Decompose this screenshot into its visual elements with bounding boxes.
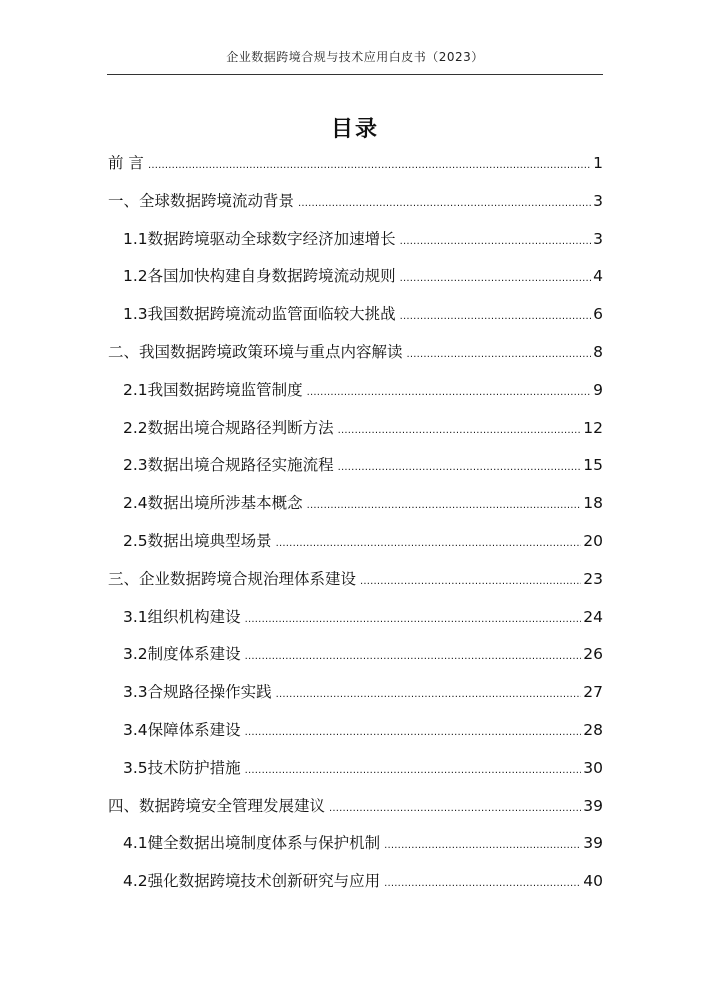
toc-entry-label: 一、全球数据跨境流动背景 xyxy=(108,191,295,210)
toc-entry-number: 2.3 xyxy=(123,456,148,475)
toc-page-number: 28 xyxy=(583,720,603,739)
toc-subsection-entry[interactable] xyxy=(108,488,603,526)
toc-page-number: 1 xyxy=(593,154,603,172)
toc-dot-leader xyxy=(338,453,582,483)
toc-section-entry[interactable] xyxy=(108,337,603,375)
toc-entry-label: 健全数据出境制度体系与保护机制 xyxy=(147,834,381,853)
toc-entry-number: 3.3 xyxy=(123,683,148,702)
toc-page-number: 39 xyxy=(583,796,603,815)
toc-entry-label: 技术防护措施 xyxy=(147,758,241,777)
toc-dot-leader xyxy=(329,794,581,824)
toc-entry-number: 3.5 xyxy=(123,758,148,777)
toc-dot-leader xyxy=(148,151,591,181)
toc-page-number: 18 xyxy=(583,494,603,513)
toc-subsection-entry[interactable] xyxy=(108,413,603,451)
toc-subsection-entry[interactable] xyxy=(108,526,603,564)
toc-subsection-entry[interactable] xyxy=(108,299,603,337)
toc-dot-leader xyxy=(298,189,591,219)
toc-entry-label: 二、我国数据跨境政策环境与重点内容解读 xyxy=(108,342,403,361)
toc-dot-leader xyxy=(245,605,582,635)
toc-section-entry[interactable] xyxy=(108,148,603,186)
header-divider xyxy=(107,74,603,75)
toc-dot-leader xyxy=(407,340,592,370)
toc-dot-leader xyxy=(338,416,582,446)
toc-dot-leader xyxy=(307,491,582,521)
toc-dot-leader xyxy=(400,227,591,257)
toc-dot-leader xyxy=(245,756,582,786)
toc-page-number: 27 xyxy=(583,683,603,702)
toc-page-number: 39 xyxy=(583,834,603,853)
toc-dot-leader xyxy=(360,567,581,597)
toc-title: 目录 xyxy=(330,117,379,142)
toc-subsection-entry[interactable] xyxy=(108,224,603,262)
toc-dot-leader xyxy=(384,831,581,861)
toc-subsection-entry[interactable] xyxy=(108,639,603,677)
toc-entry-label: 我国数据跨境流动监管面临较大挑战 xyxy=(147,305,396,324)
toc-dot-leader xyxy=(276,529,582,559)
toc-entry-label: 强化数据跨境技术创新研究与应用 xyxy=(147,872,381,891)
toc-entry-label: 数据跨境驱动全球数字经济加速增长 xyxy=(147,229,396,248)
toc-page-number: 6 xyxy=(593,305,603,324)
toc-dot-leader xyxy=(384,869,581,899)
toc-page-number: 26 xyxy=(583,645,603,664)
toc-subsection-entry[interactable] xyxy=(108,375,603,413)
toc-entry-number: 1.1 xyxy=(123,229,148,248)
toc-entry-number: 3.1 xyxy=(123,607,148,626)
toc-dot-leader xyxy=(307,378,591,408)
toc-dot-leader xyxy=(245,642,582,672)
toc-page-number: 3 xyxy=(593,229,603,248)
toc-dot-leader xyxy=(245,718,582,748)
toc-entry-number: 2.2 xyxy=(123,418,148,437)
toc-page-number: 30 xyxy=(583,758,603,777)
toc-subsection-entry[interactable] xyxy=(108,753,603,791)
toc-entry-label: 数据出境合规路径判断方法 xyxy=(147,418,334,437)
toc-page-number: 8 xyxy=(593,342,603,361)
toc-page-number: 23 xyxy=(583,569,603,588)
toc-entry-number: 1.3 xyxy=(123,305,148,324)
toc-section-entry[interactable] xyxy=(108,791,603,829)
toc-entry-number: 1.2 xyxy=(123,267,148,286)
toc-page-number: 24 xyxy=(583,607,603,626)
toc-page-number: 4 xyxy=(593,267,603,286)
toc-subsection-entry[interactable] xyxy=(108,866,603,904)
toc-entry-label: 组织机构建设 xyxy=(147,607,241,626)
toc-dot-leader xyxy=(400,302,591,332)
toc-page-number: 9 xyxy=(593,380,603,399)
toc-dot-leader xyxy=(276,680,582,710)
toc-entry-number: 2.4 xyxy=(123,494,148,513)
toc-page-number: 3 xyxy=(593,191,603,210)
table-of-contents xyxy=(108,148,603,904)
toc-entry-label: 数据出境合规路径实施流程 xyxy=(147,456,334,475)
toc-entry-number: 4.1 xyxy=(123,834,148,853)
toc-page-number: 20 xyxy=(583,531,603,550)
toc-subsection-entry[interactable] xyxy=(108,828,603,866)
toc-entry-number: 4.2 xyxy=(123,872,148,891)
toc-entry-number: 3.2 xyxy=(123,645,148,664)
toc-entry-label: 各国加快构建自身数据跨境流动规则 xyxy=(147,267,396,286)
toc-entry-number: 2.1 xyxy=(123,380,148,399)
toc-entry-label: 四、数据跨境安全管理发展建议 xyxy=(108,796,326,815)
toc-entry-label: 我国数据跨境监管制度 xyxy=(147,380,303,399)
toc-page-number: 40 xyxy=(583,872,603,891)
running-header: 企业数据跨境合规与技术应用白皮书（2023） xyxy=(226,50,484,64)
toc-entry-number: 2.5 xyxy=(123,531,148,550)
toc-subsection-entry[interactable] xyxy=(108,677,603,715)
toc-subsection-entry[interactable] xyxy=(108,450,603,488)
toc-page-number: 12 xyxy=(583,418,603,437)
toc-subsection-entry[interactable] xyxy=(108,261,603,299)
toc-entry-label: 保障体系建设 xyxy=(147,720,241,739)
toc-subsection-entry[interactable] xyxy=(108,715,603,753)
toc-entry-label: 前 言 xyxy=(108,154,144,172)
toc-entry-label: 数据出境所涉基本概念 xyxy=(147,494,303,513)
toc-entry-label: 三、企业数据跨境合规治理体系建设 xyxy=(108,569,357,588)
toc-entry-label: 数据出境典型场景 xyxy=(147,531,272,550)
toc-entry-number: 3.4 xyxy=(123,720,148,739)
toc-subsection-entry[interactable] xyxy=(108,602,603,640)
toc-section-entry[interactable] xyxy=(108,564,603,602)
toc-entry-label: 制度体系建设 xyxy=(147,645,241,664)
toc-dot-leader xyxy=(400,264,591,294)
toc-page-number: 15 xyxy=(583,456,603,475)
toc-section-entry[interactable] xyxy=(108,186,603,224)
toc-entry-label: 合规路径操作实践 xyxy=(147,683,272,702)
